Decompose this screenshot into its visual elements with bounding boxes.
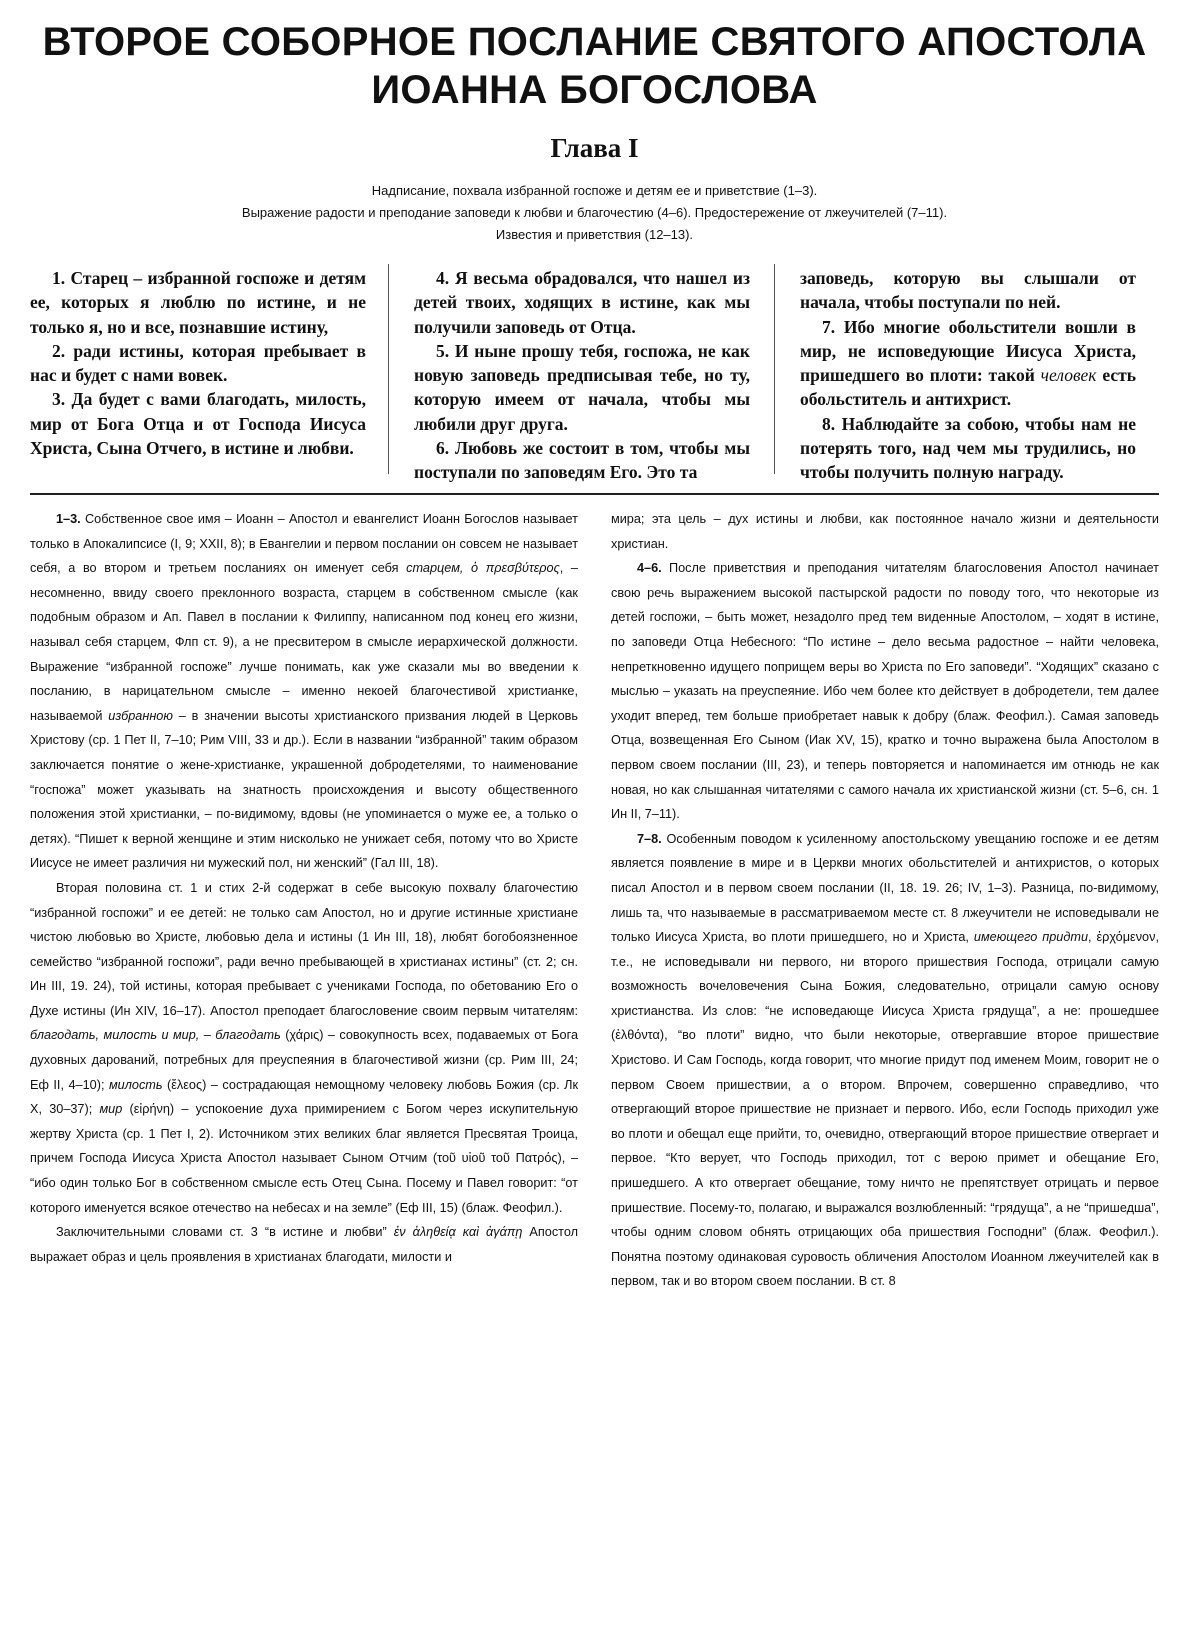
page-title — [30, 18, 1159, 114]
verse-6-continuation: заповедь, которую вы слышали от начала, чтобы поступали по ней. — [800, 268, 1136, 313]
commentary-para-1-3 — [30, 507, 578, 876]
verse-7-italic: человек — [1040, 365, 1097, 386]
commentary-italic: ἐν ἀληθείᾳ καὶ ἀγάπῃ — [393, 1225, 523, 1240]
title-line-1: ВТОРОЕ СОБОРНОЕ ПОСЛАНИЕ СВЯТОГО АПОСТОЛА — [42, 20, 1147, 64]
chapter-heading: Глава I — [550, 133, 639, 163]
verse-3: 3. Да будет с вами благодать, милость, мир от Бога Отца и от Господа Иисуса Христа, Сына Отчего, в истине и любви. — [30, 389, 366, 459]
summary-line-2: Выражение радости и преподание заповеди к любви и благочестию (4–6). Предостережение от лжеучителей (7–11). — [241, 205, 948, 220]
verse-2: 2. ради истины, которая пребывает в нас и будет с нами вовек. — [30, 340, 366, 386]
column-divider-1 — [388, 264, 389, 474]
commentary-para-7-8 — [611, 827, 1159, 1294]
commentary-text: Собственное свое имя – Иоанн – Апостол и евангелист Иоанн Богослов называет только в Апокалипсисе (I, 9; XXII, 8); в Евангелии и первом послании он совсем не называет себя, а во втором и третьем посланиях он именует себя — [30, 512, 578, 576]
summary-line-1: Надписание, похвала избранной госпоже и детям ее и приветствие (1–3). — [371, 183, 818, 198]
commentary-column-2 — [611, 507, 1159, 1294]
commentary-para-continued: мира; эта цель – дух истины и любви, как постоянное начало жизни и деятельности христиан. — [611, 512, 1159, 551]
verse-column-1 — [30, 266, 366, 460]
verse-8: 8. Наблюдайте за собою, чтобы нам не потерять того, над чем мы трудились, но чтобы получить полную награду. — [800, 413, 1136, 483]
verse-column-2 — [414, 266, 750, 485]
commentary-text: , ἐρχόμενον, т.е., не исповедывали ни первого, ни второго пришествия Господа, отрицали самую возможность вочеловечения Сына Божия, следовательно, отрицали самую основу христианства. Из слов: “не исповедающе Иисуса Христа грядуща”, а не: прошедшее (ἐλθόντα), “во плоти” видно, что были некоторые, отвергавшие второе пришествие Христово. И Сам Господь, когда говорит, что многие придут под именем Моим, говорит не о первом Своем пришествии, а о втором. Впрочем, совершенно справедливо, что отвергающий второе пришествие не признает и первого. Ибо, если Господь приходил уже во плоти и обещал еще прийти, то, очевидно, отвергающий второе пришествие отвергает и первое. “Кто верует, что Господь приходил, тот с верою примет и обещание Его, пришедшего. А кто отвергает обещание, тому ничто не препятствует отрицать и первое пришествие. Посему-то, полагаю, и выражался возлюбленный: “грядуща”, а не “пришедша”, чтобы одним словом обнять отрицающих оба пришествия Господни” (блаж. Феофил.). Понятна поэтому одинаковая суровость обличения Апостолом Иоанном лжеучителей как в первом, так и во втором своем послании. В ст. 8 — [611, 930, 1159, 1289]
commentary-text: Вторая половина ст. 1 и стих 2-й содержат в себе высокую похвалу благочестию “избранной госпожи” и ее детей: не только сам Апостол, но и другие истинные христиане чистою любовью во Христе, любовью дела и истины (1 Ин III, 18), любят богобоязненное семейство “избранной госпожи”, ради вечно пребывающей в христианах истины” (ст. 2; сн. Ин III, 19. 24), той истины, которая пребывает с учениками Господа, по обетованию Его о Духе истины (Ин XIV, 16–17). Апостол преподает благословение своим первым читателям: — [30, 880, 578, 1018]
verse-1: 1. Старец – избранной госпоже и детям ее, которых я люблю по истине, и не только я, но и все, познавшие истину, — [30, 268, 366, 337]
commentary-text: Особенным поводом к усиленному апостольскому увещанию госпоже и ее детям является появление в мире и в Церкви многих обольстителей и антихристов, о которых писал Апостол и в первом своем послании (II, 18. 19. 26; IV, 1–3). Разница, по-видимому, лишь та, что называемые в рассматриваемом месте ст. 8 лжеучители не исповедывали не только Иисуса Христа, во плоти пришедшего, но и Христа, — [611, 831, 1159, 945]
commentary-italic: благодать, милость и мир, – благодать — [30, 1028, 281, 1043]
verse-column-3 — [800, 266, 1136, 485]
commentary-para-blessing — [30, 876, 578, 1220]
commentary-italic: мир — [99, 1102, 123, 1117]
commentary-column-1 — [30, 507, 578, 1269]
commentary-para-4-6 — [611, 556, 1159, 827]
chapter-summary — [60, 180, 1129, 246]
commentary-italic: избранною — [108, 708, 173, 723]
commentary-para-conclusion — [30, 1220, 578, 1269]
commentary-text: , – несомненно, ввиду своего преклонного возраста, старцем в собственном смысле (как подобным образом и Ап. Павел в послании к Филиппу, написанном под конец его жизни, называл себя старцем, Флп ст. 9), а не пресвитером в смысле иерархической должности. Выражение “избранной госпоже” лучше понимать, как уже сказали мы во введении к посланию, в нарицательном смысле – именно некоей благочестивой христианке, называемой — [30, 561, 578, 723]
title-line-2: ИОАННА БОГОСЛОВА — [371, 68, 818, 112]
summary-line-3: Известия и приветствия (12–13). — [495, 227, 694, 242]
verse-7-text-b: есть обольститель и антихрист. — [800, 365, 1136, 410]
commentary-text: (χάρις) – совокупность всех, подаваемых от Бога духовных дарований, потребных для преуспеяния в благочестивой жизни (ср. Рим III, 24; Еф II, 4–10); — [30, 1028, 578, 1092]
commentary-text: (εἰρήνη) – успокоение духа примирением с Богом через искупительную жертву Христа (ср. 1 Пет I, 2). Источником этих великих благ является Пресвятая Троица, причем Господа Иисуса Христа Апостол называет Сыном Отчим (τοῦ υἱοῦ τοῦ Πατρός), – “ибо один только Бог в собственном смысле есть Отец Сына. Посему и Павел говорит: “от которого именуется всякое отечество на небесах и на земле” (Еф III, 15) (блаж. Феофил.). — [30, 1102, 578, 1215]
commentary-text: (ἔλεος) – сострадающая немощному человеку любовь Божия (ср. Лк X, 30–37); — [30, 1077, 578, 1117]
verse-4: 4. Я весьма обрадовался, что нашел из детей твоих, ходящих в истине, как мы получили заповедь от Отца. — [414, 268, 750, 337]
commentary-text: После приветствия и преподания читателям благословения Апостол начинает свою речь выражением высокой пастырской радости по поводу того, что некоторые из детей госпожи, – быть может, незадолго пред тем виденные Апостолом, – ходят в истине, по заповеди Отца Небесного: “По истине – дело весьма радостное – найти человека, непреткновенно идущего поприщем веры во Христа по Его заповеди”. “Ходящих” сказано с мыслью – указать на преуспеяние. Ибо чем более кто действует в добродетели, тем далее уходит вперед, тем больше приобретает навык к добру (блаж. Феофил.). Самая заповедь Отца, возвещенная Его Сыном (Иак XV, 15), кратко и точно выражена была Апостолом в первом своем послании (III, 23), и теперь повторяется и напоминается им отнюдь не как новая, но как слышанная читателями с самого начала их христианской жизни (ст. 5–6, сн. 1 Ин II, 7–11). — [611, 561, 1159, 822]
verse-ref: 1–3. — [56, 512, 81, 526]
commentary-text: Апостол выражает образ и цель проявления в христианах благодати, милости и — [30, 1225, 579, 1264]
commentary-text: Заключительными словами ст. 3 “в истине и любви” — [56, 1225, 394, 1240]
verse-7 — [800, 315, 1136, 412]
commentary-italic: имеющего придти — [973, 930, 1088, 945]
verse-6: 6. Любовь же состоит в том, чтобы мы поступали по заповедям Его. Это та — [414, 438, 750, 483]
verse-ref: 4–6. — [637, 561, 662, 576]
verse-ref: 7–8. — [637, 831, 662, 846]
commentary-italic: милость — [108, 1077, 163, 1092]
section-divider — [30, 493, 1159, 495]
verse-5: 5. И ныне прошу тебя, госпожа, не как новую заповедь предписывая тебе, но ту, которую имеем от начала, чтобы мы любили друг друга. — [414, 340, 750, 434]
verse-7-text-a: 7. Ибо многие обольстители вошли в мир, не исповедующие Иисуса Христа, пришедшего во плоти: такой — [800, 316, 1136, 386]
commentary-italic: старцем, ὁ πρεσβύτερος — [406, 561, 560, 576]
commentary-text: – в значении высоты христианского призвания людей в Церковь Христову (ср. 1 Пет II, 7–10; Рим VIII, 33 и др.). Если в названии “избранной” таким образом заключается понятие о жене-христианке, украшенной добродетелями, то наименование “госпожа” может указывать на знатность происхождения и высоту общественного положения этой христианки, – по-видимому, вдовы (не упоминается о муже ее, а только о детях). “Пишет к верной женщине и этим нисколько не унижает себя, потому что во Христе Иисусе не имеет различия ни мужеский пол, ни женский” (Гал III, 18). — [30, 708, 578, 871]
column-divider-2 — [774, 264, 775, 474]
